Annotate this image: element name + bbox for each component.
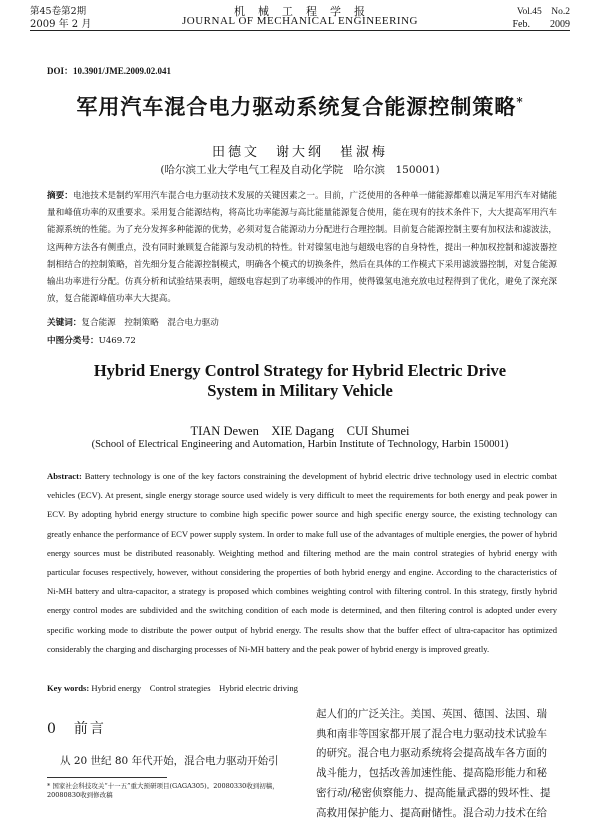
abstract-cn-text: 电池技术是制约军用汽车混合电力驱动技术发展的关键因素之一。目前，广泛使用的各种单一储能源都难以满足军用汽车对储能量和峰值功率的双重要求。采用复合能源结构，将高比功率能源与高比能量能源复合使用，能在现有的技术条件下，大大提高军用汽车能源系统的性能。为了充分发挥多种能源的优势，必须对复合能源动力分配进行合理控制。目前复合能源控制主要有加权法和滤波法，这两种方法各有侧重点，没有同时兼顾复合能源与发动机的特性。针对镍氢电池与超级电容的自身特性，提出一种加权控制和滤波器控制相结合的控制策略，首先细分复合能源控制模式，明确各个模式的切换条件，然后在具体的工作模式下采用滤波器控制，对复合能源输出功率进行分配。仿真分析和试验结果表明，超级电容起到了功率缓冲的作用，使得镍氢电池充放电过程得到了优化，避免了深充深放，复合能源峰值功率大大提高。 [47, 191, 557, 305]
abstract-en-text: Battery technology is one of the key factors constraining the development of hybrid electric drive technology used in electric combat vehicles (ECV). At present, single energy storage source used widely is very difficult to meet the requirements for both energy and peak power in ECV. By adopting hybrid energy structure to combine high specific power source and high specific energy source, the existing technology can greatly enhance the performance of ECV power supply system. In order to make full use of the advantages of multiple energies, the power of hybrid energy sources must be distributed reasonably. Weighting method and filtering method are the main control strategies of hybrid energy with particular focuses respectively, however, without considering the properties of both hybrid energy and engine. According to the characteristics of Ni-MH battery and ultra-capacitor, a strategy is proposed which combines weighting control with filtering control. In this strategy, firstly hybrid energy control modes are subdivided and the switching condition of each mode is determined, and then filtering control is adopted under every specific working mode to distribute the power output of hybrid energy. The results show that the buffer effect of ultra-capacitor has optimized considerably the charging and discharging processes of Ni-MH battery and the peak power of hybrid energy is improved greatly. [47, 471, 557, 654]
body-line: 密行动/秘密侦察能力、提高能量武器的毁坏性、提 [316, 786, 551, 799]
body-line: 起人们的广泛关注。美国、英国、德国、法国、瑞 [316, 708, 547, 720]
keywords-cn-label: 关键词： [47, 318, 82, 328]
classification-cn-label: 中图分类号： [47, 336, 99, 346]
section-title: 前言 [73, 721, 106, 737]
body-line: 典和南非等国家都开展了混合电力驱动技术试验车 [316, 727, 547, 740]
classification-cn [47, 334, 136, 346]
body-line: 高救用保护能力、提高耐储性。混合动力技术在给 [316, 806, 547, 819]
footnote: * 国家社会科技攻关“十一五”重大预研项目(GAGA305)。20080330收到初稿，20080830收到修改稿 [47, 782, 279, 799]
doi: DOI：10.3901/JME.2009.02.041 [47, 66, 172, 76]
authors-cn: 田德文 谢大纲 崔淑梅 [211, 145, 388, 160]
journal-header-top [30, 3, 570, 18]
body-line: 战斗能力，包括改善加速性能、提高隐形能力和秘 [316, 767, 547, 780]
authors-en: TIAN Dewen XIE Dagang CUI Shumei [190, 424, 410, 438]
volume-number-en: Vol.45 No.2 [516, 7, 570, 17]
affiliation-en: (School of Electrical Engineering and Automation, Harbin Institute of Technology, Harbin 150001) [91, 439, 509, 450]
paper-title-en-line1: Hybrid Energy Control Strategy for Hybrid Electric Drive [93, 361, 507, 380]
keywords-en-text: Hybrid energy Control strategies Hybrid electric driving [91, 683, 298, 693]
journal-name-cn: 机 械 工 程 学 报 [234, 5, 366, 18]
section-number: 0 [47, 721, 58, 737]
body-text-left: 从 20 世纪 80 年代开始，混合电力驱动开始引 [60, 755, 279, 767]
keywords-cn-text: 复合能源 控制策略 混合电力驱动 [81, 318, 219, 328]
issue-date-cn: 2009 年 2 月 [30, 19, 92, 30]
classification-cn-text: U469.72 [98, 336, 136, 346]
abstract-cn [47, 188, 557, 308]
keywords-en-label: Key words: [47, 683, 90, 693]
body-text-right [316, 705, 564, 823]
abstract-en [47, 467, 557, 659]
paper-title-en-line2: System in Military Vehicle [207, 381, 393, 400]
paper-title-cn-text: 军用汽车混合电力驱动系统复合能源控制策略 [76, 94, 517, 119]
keywords-cn [47, 316, 219, 328]
section-heading [47, 718, 106, 738]
footnote-rule [47, 777, 167, 778]
issue-date-en: Feb. 2009 [512, 19, 570, 30]
volume-issue-cn: 第45卷第2期 [30, 6, 87, 17]
keywords-en [47, 682, 298, 694]
journal-name-en: JOURNAL OF MECHANICAL ENGINEERING [182, 15, 418, 27]
abstract-cn-label: 摘要： [47, 191, 73, 201]
abstract-en-label: Abstract: [47, 471, 82, 481]
paper-title-en [0, 361, 600, 401]
journal-header-bottom [30, 15, 570, 28]
affiliation-cn: (哈尔滨工业大学电气工程及自动化学院 哈尔滨 150001) [160, 164, 440, 176]
paper-title-cn [0, 91, 600, 121]
title-footnote-marker: * [516, 95, 524, 109]
body-line: 的研究。混合电力驱动系统将会提高战车各方面的 [316, 747, 547, 760]
header-rule [30, 30, 570, 31]
